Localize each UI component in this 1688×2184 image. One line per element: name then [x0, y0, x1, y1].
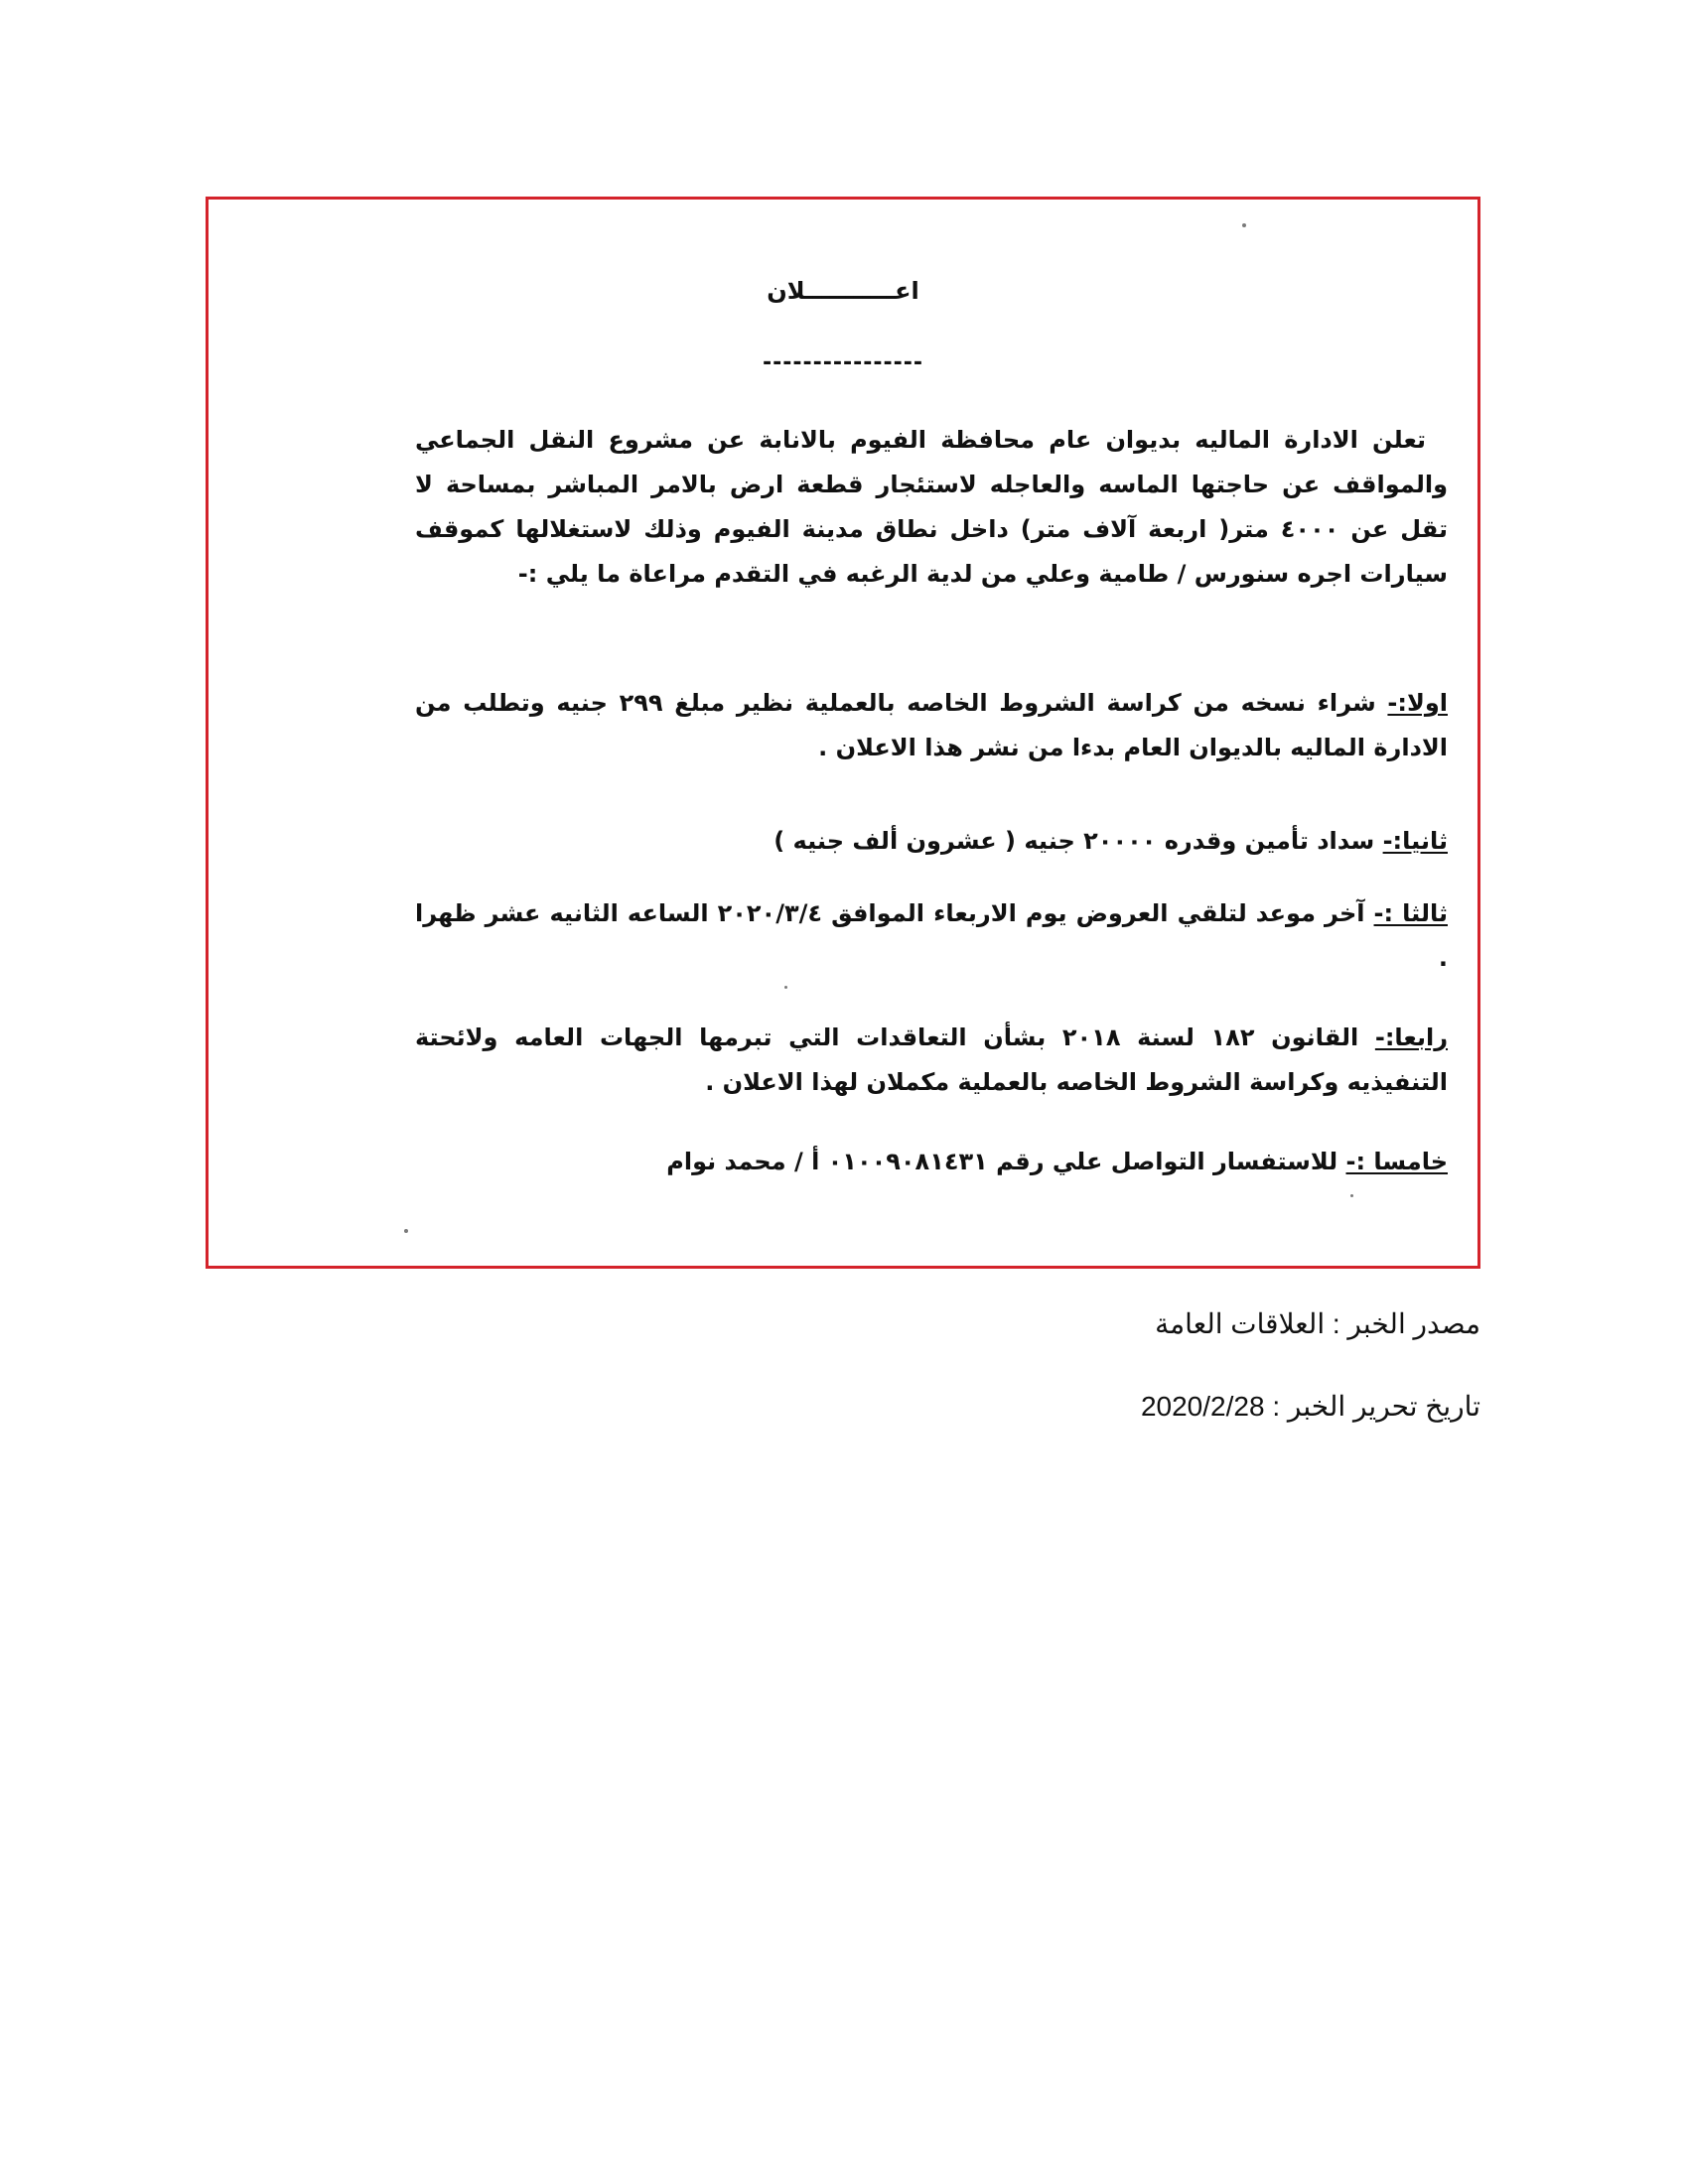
item-label: رابعا:- [1374, 1024, 1449, 1051]
announcement-item-third [415, 891, 1448, 981]
announcement-scan [206, 197, 1480, 1269]
scan-speck [404, 1229, 408, 1233]
announcement-intro: تعلن الادارة الماليه بديوان عام محافظة الفيوم بالانابة عن مشروع النقل الجماعي والمواقف عن حاجتها الماسه والعاجله لاستئجار قطعة ارض بالامر المباشر بمساحة لا تقل عن ٤٠٠٠ متر( اربعة آلاف متر) داخل نطاق مدينة الفيوم وذلك لاستغلالها كموقف سيارات اجره سنورس / طامية وعلي من لدية الرغبه في التقدم مراعاة ما يلي :- [415, 426, 1448, 588]
announcement-content [209, 200, 1477, 1266]
item-text: آخر موعد لتلقي العروض يوم الاربعاء الموافق ٢٠٢٠/٣/٤ الساعه الثانيه عشر ظهرا . [415, 899, 1448, 972]
announcement-title: اعـــــــــــلان [767, 277, 919, 305]
item-label: ثالثا :- [1373, 899, 1448, 927]
item-label: خامسا :- [1345, 1148, 1448, 1175]
item-text: القانون ١٨٢ لسنة ٢٠١٨ بشأن التعاقدات التي تبرمها الجهات العامه ولائحتة التنفيذيه وكراسة الشروط الخاصه بالعملية مكملان لهذا الاعلان . [415, 1024, 1448, 1096]
scan-speck [1242, 223, 1246, 227]
news-source: مصدر الخبر : العلاقات العامة [1155, 1308, 1480, 1339]
news-date: تاريخ تحرير الخبر : 2020/2/28 [1140, 1391, 1480, 1422]
scan-speck [1350, 1194, 1353, 1197]
announcement-item-first [415, 681, 1448, 770]
item-text: شراء نسخه من كراسة الشروط الخاصه بالعملية نظير مبلغ ٢٩٩ جنيه وتطلب من الادارة الماليه بالديوان العام بدءا من نشر هذا الاعلان . [415, 689, 1448, 761]
item-label: اولا:- [1387, 689, 1448, 717]
title-separator: ---------------- [762, 350, 924, 375]
announcement-item-fourth [415, 1016, 1448, 1105]
announcement-item-fifth [415, 1140, 1448, 1184]
item-text: سداد تأمين وقدره ٢٠٠٠٠ جنيه ( عشرون ألف جنيه ) [774, 827, 1383, 855]
scan-speck [784, 986, 787, 989]
item-label: ثانيا:- [1382, 827, 1448, 855]
item-text: للاستفسار التواصل علي رقم ٠١٠٠٩٠٨١٤٣١ أ / محمد نوام [666, 1148, 1346, 1175]
announcement-item-second [415, 819, 1448, 864]
